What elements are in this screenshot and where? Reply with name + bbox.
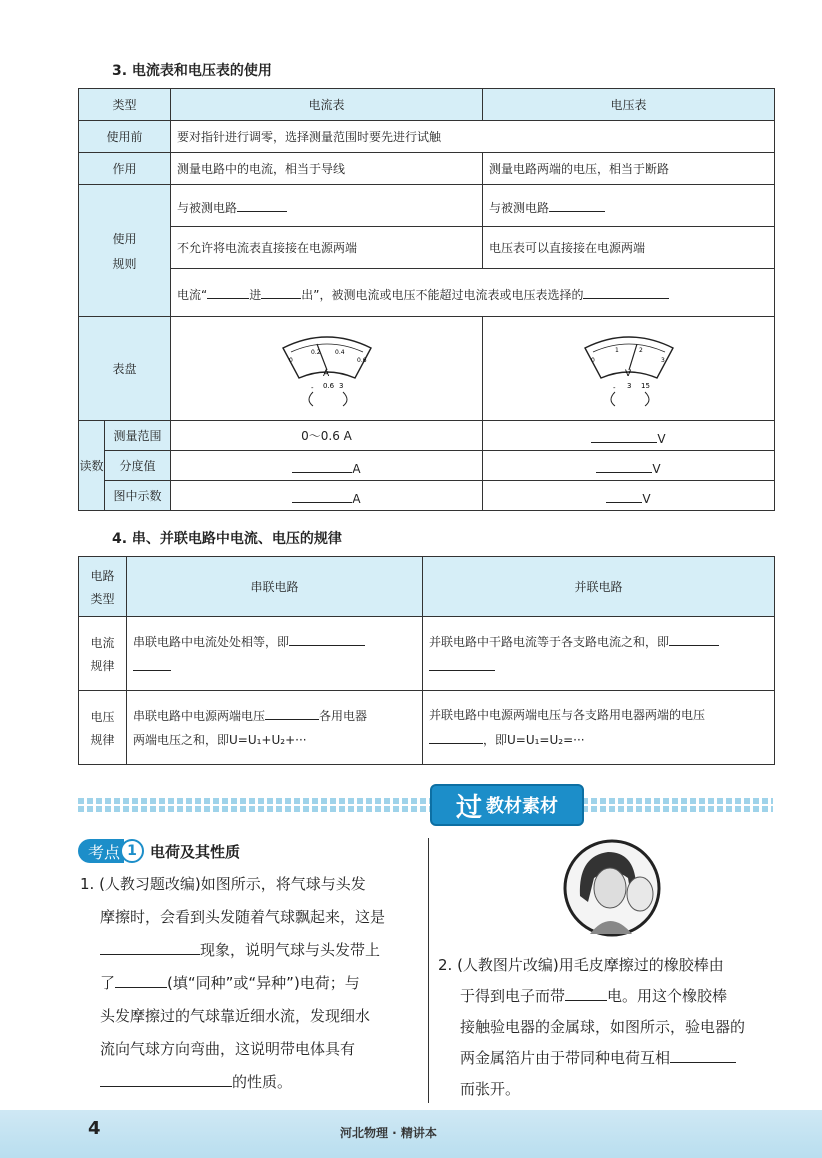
q1-line4: 了 (填“同种”或“异种”)电荷；与 [80,967,420,1000]
banner-guo: 过 [455,792,482,823]
rules-label-line2: 规则 [112,256,137,271]
voltmeter-symbol: V [624,368,631,379]
ammeter-terminal-neg: - [310,383,314,392]
range-ammeter: 0～0.6 A [171,421,483,451]
voltage-series: 串联电路中电源两端电压 各用电器 两端电压之和，即U=U₁+U₂+··· [127,691,423,765]
q1-line6: 流向气球方向弯曲，这说明带电体具有 [100,1040,356,1058]
rules-label [79,185,171,317]
section4-title: 4. 串、并联电路中电流、电压的规律 [112,531,342,547]
q2-line2: 于得到电子而带 电。用这个橡胶棒 [438,981,778,1012]
shown-label: 图中示数 [105,481,171,511]
voltmeter-terminal-3: 3 [626,381,631,390]
kaodian-tag: 考点 [78,839,124,863]
header-series: 串联电路 [127,557,423,617]
dial-label: 表盘 [79,317,171,421]
footer-text: 河北物理 · 精讲本 [340,1126,437,1140]
header-parallel: 并联电路 [423,557,775,617]
question-2 [438,950,778,1105]
section3-title: 3. 电流表和电压表的使用 [112,63,272,79]
reading-label: 读数 [79,421,105,511]
ammeter-scale-1: 0.2 [310,348,321,356]
current-label: 电流 规律 [79,617,127,691]
q2-line3: 接触验电器的金属球，如图所示，验电器的 [460,1018,746,1036]
question-1 [80,868,420,1099]
division-ammeter: A [171,451,483,481]
textbook-material-banner [78,790,773,823]
header-circuit-type: 电路 类型 [79,557,127,617]
header-type: 类型 [79,89,171,121]
voltage-parallel: 并联电路中电源两端电压与各支路用电器两端的电压 ，即U=U₁=U₂=··· [423,691,775,765]
ammeter-dial-icon [277,330,377,408]
voltmeter-dial-icon [579,330,679,408]
range-voltmeter: V [483,421,775,451]
girl-balloon-illustration [562,838,662,938]
header-ammeter: 电流表 [171,89,483,121]
voltmeter-terminal-neg: - [612,383,616,392]
q1-line2: 摩擦时，会看到头发随着气球飘起来，这是 [100,908,386,926]
meter-usage-table [78,88,775,511]
rules-label-line1: 使用 [112,231,137,246]
voltmeter-scale-1: 1 [614,346,619,354]
ammeter-scale-2: 0.4 [334,348,345,356]
voltmeter-scale-0: 0 [590,356,595,364]
ammeter-scale-3: 0.6 [356,356,367,364]
ammeter-terminal-06: 0.6 [322,381,334,390]
q1-line5: 头发摩擦过的气球靠近细水流，发现细水 [100,1007,371,1025]
kaodian-title: 电荷及其性质 [150,842,241,861]
kaodian-header [78,838,240,864]
current-series: 串联电路中电流处处相等，即 [127,617,423,691]
ammeter-scale-0: 0 [288,356,293,364]
shown-voltmeter: V [483,481,775,511]
q1-line3: 现象，说明气球与头发带上 [80,934,420,967]
rules-voltmeter-power: 电压表可以直接接在电源两端 [483,227,775,269]
range-label: 测量范围 [105,421,171,451]
function-ammeter: 测量电路中的电流，相当于导线 [171,153,483,185]
shown-ammeter: A [171,481,483,511]
voltmeter-scale-3: 3 [660,356,665,364]
ammeter-terminal-3: 3 [338,381,343,390]
current-parallel: 并联电路中干路电流等于各支路电流之和，即 [423,617,775,691]
q2-line1: 2. (人教图片改编)用毛皮摩擦过的橡胶棒由 [438,956,724,974]
rules-ammeter-conn: 与被测电路 [171,185,483,227]
rules-voltmeter-conn: 与被测电路 [483,185,775,227]
q2-line4: 两金属箔片由于带同种电荷互相 [438,1043,778,1074]
function-label: 作用 [79,153,171,185]
division-label: 分度值 [105,451,171,481]
voltmeter-scale-2: 2 [638,346,643,354]
voltmeter-dial-cell [483,317,775,421]
column-divider [428,838,429,1103]
q2-line5: 而张开。 [460,1080,521,1098]
banner-title [430,784,584,826]
before-use-text: 要对指针进行调零，选择测量范围时要先进行试触 [171,121,775,153]
page-number: 4 [88,1118,101,1139]
before-use-label: 使用前 [79,121,171,153]
kaodian-number: 1 [120,839,144,863]
q1-line1: 1. (人教习题改编)如图所示，将气球与头发 [80,875,366,893]
function-voltmeter: 测量电路两端的电压，相当于断路 [483,153,775,185]
banner-text: 教材素材 [486,796,558,817]
voltage-label: 电压 规律 [79,691,127,765]
ammeter-dial-cell [171,317,483,421]
rules-ammeter-power: 不允许将电流表直接接在电源两端 [171,227,483,269]
rules-flow: 电流“ 进 出”，被测电流或电压不能超过电流表或电压表选择的 [171,269,775,317]
circuit-rules-table [78,556,775,765]
voltmeter-terminal-15: 15 [640,381,650,390]
q1-line7: 的性质。 [80,1066,420,1099]
header-voltmeter: 电压表 [483,89,775,121]
ammeter-symbol: A [322,368,329,379]
division-voltmeter: V [483,451,775,481]
